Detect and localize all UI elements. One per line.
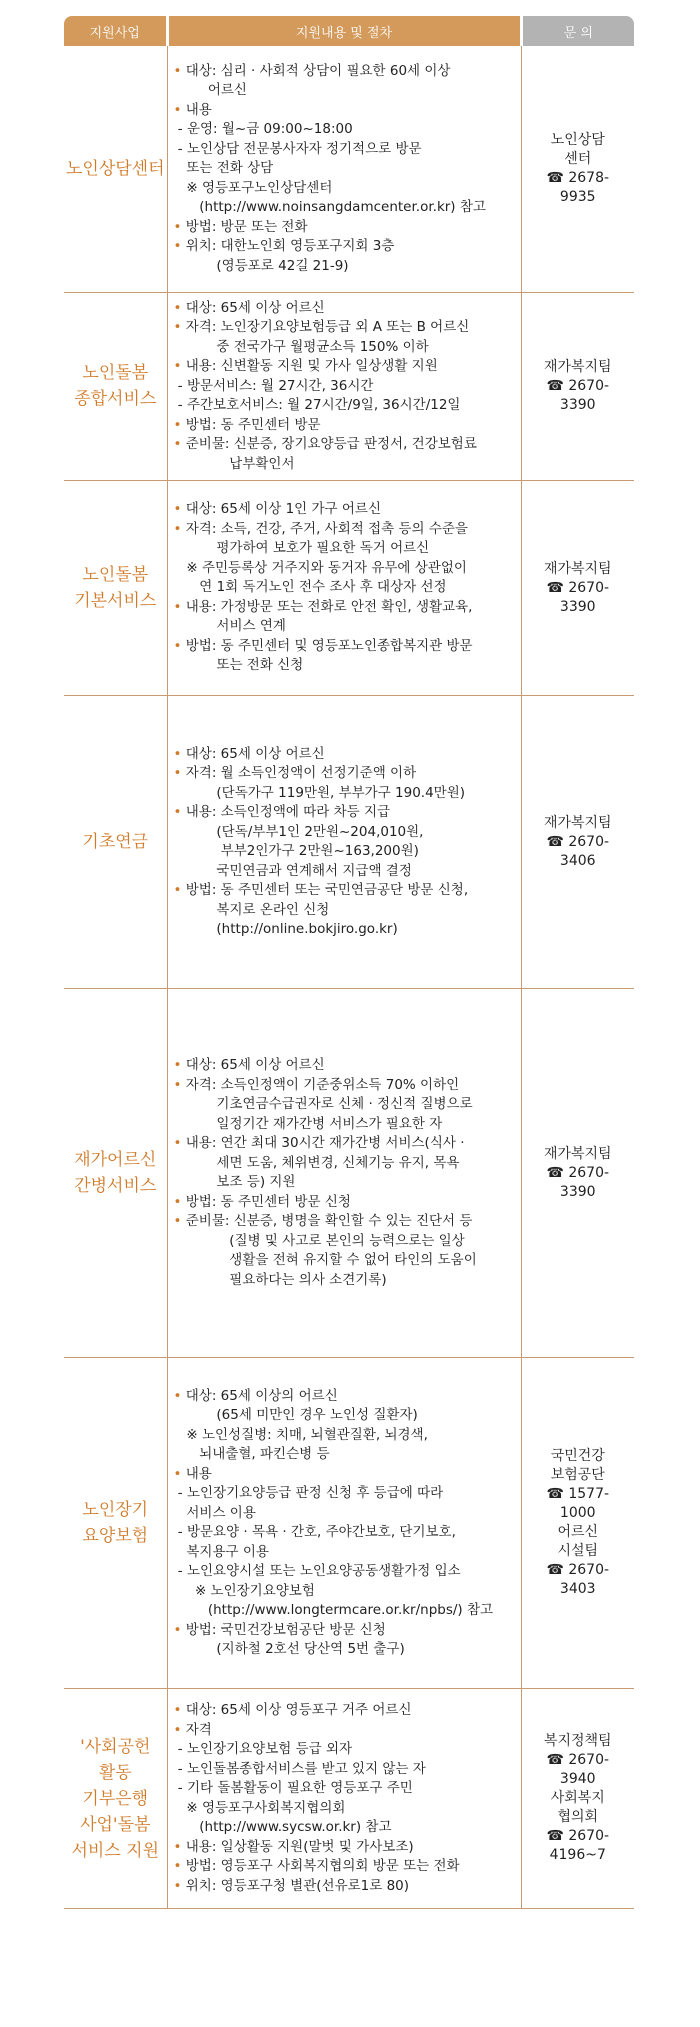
program-name xyxy=(64,46,167,292)
bullet-dot: • xyxy=(173,1465,182,1482)
program-name-line: 기부은행 xyxy=(82,1788,149,1809)
contact-line: 협의회 xyxy=(557,1809,599,1825)
bullet-dot: • xyxy=(173,1621,182,1638)
contact-line: ☎ 2670- xyxy=(546,1752,610,1768)
program-row xyxy=(64,1358,634,1689)
contact-line: 3940 xyxy=(559,1771,596,1787)
detail-line: 어르신 xyxy=(173,82,247,98)
detail-line: (http://www.longtermcare.or.kr/npbs/) 참고 xyxy=(173,1602,494,1618)
program-name-line: '사회공헌 xyxy=(80,1736,151,1757)
header-program: 지원사업 xyxy=(64,16,167,46)
contact-line: 1000 xyxy=(559,1505,596,1521)
detail-line: - 노인상담 전문봉사자자 정기적으로 방문 xyxy=(173,140,422,157)
detail-line: • 방법: 국민건강보험공단 방문 신청 xyxy=(173,1621,386,1638)
program-contact xyxy=(521,46,634,292)
detail-line: (질병 및 사고로 본인의 능력으로는 일상 xyxy=(173,1232,465,1249)
detail-line: • 내용 xyxy=(173,1465,212,1482)
program-name-line: 노인돌봄 xyxy=(82,565,149,585)
bullet-dot: • xyxy=(173,1076,182,1093)
detail-line: 평가하여 보호가 필요한 독거 어르신 xyxy=(173,540,430,557)
detail-line: (65세 미만인 경우 노인성 질환자) xyxy=(173,1407,418,1423)
detail-line: • 내용: 소득인정액에 따라 차등 지급 xyxy=(173,804,391,820)
contact-line: 사회복지 xyxy=(550,1790,605,1806)
detail-line: • 준비물: 신분증, 장기요양등급 판정서, 건강보험료 xyxy=(173,436,477,452)
detail-line: • 방법: 동 주민센터 또는 국민연금공단 방문 신청, xyxy=(173,882,469,898)
bullet-dot: • xyxy=(173,416,182,433)
program-name xyxy=(64,292,167,481)
program-name-line: 노인상담센터 xyxy=(65,158,165,179)
contact-line: 3390 xyxy=(559,598,596,615)
program-name-line: 사업'돌봄 xyxy=(80,1814,151,1835)
program-row xyxy=(64,292,634,481)
program-row xyxy=(64,46,634,292)
support-program-table xyxy=(64,16,634,1909)
detail-line: • 방법: 방문 또는 전화 xyxy=(173,218,308,235)
detail-line: - 노인장기요양보험 등급 외자 xyxy=(173,1741,353,1757)
program-name-line: 간병서비스 xyxy=(74,1176,157,1196)
contact-line: 시설팀 xyxy=(557,1543,599,1559)
detail-line: 중 전국가구 월평균소득 150% 이하 xyxy=(173,338,429,355)
bullet-dot: • xyxy=(173,804,182,820)
bullet-dot: • xyxy=(173,299,182,316)
bullet-dot: • xyxy=(173,358,182,374)
detail-line: 연 1회 독거노인 전수 조사 후 대상자 선정 xyxy=(173,579,447,596)
bullet-dot: • xyxy=(173,62,182,79)
contact-line: ☎ 2670- xyxy=(546,1562,610,1578)
program-contact xyxy=(521,1358,634,1689)
contact-line: 재가복지팀 xyxy=(543,814,612,831)
detail-line: - 노인장기요양등급 판정 신청 후 등급에 따라 xyxy=(173,1485,444,1501)
program-name-line: 활동 xyxy=(98,1762,132,1783)
program-details xyxy=(167,292,521,481)
program-contact xyxy=(521,989,634,1358)
bullet-dot: • xyxy=(173,1057,182,1073)
detail-line: • 내용: 신변활동 지원 및 가사 일상생활 지원 xyxy=(173,358,438,374)
program-details xyxy=(167,1689,521,1909)
detail-line: - 방문서비스: 월 27시간, 36시간 xyxy=(173,377,374,394)
detail-line: - 주간보호서비스: 월 27시간/9일, 36시간/12일 xyxy=(173,397,461,413)
contact-line: 어르신 xyxy=(557,1524,599,1540)
detail-line: - 방문요양 · 목욕 · 간호, 주야간보호, 단기보호, xyxy=(173,1524,456,1540)
contact-line: 3390 xyxy=(559,396,596,413)
detail-line: • 자격: 소득인정액이 기준중위소득 70% 이하인 xyxy=(173,1076,460,1093)
program-row xyxy=(64,481,634,696)
detail-line: ※ 주민등록상 거주지와 동거자 유무에 상관없이 xyxy=(173,559,467,576)
detail-line: • 대상: 65세 이상 어르신 xyxy=(173,1057,325,1073)
program-name-line: 서비스 지원 xyxy=(71,1840,159,1861)
detail-line: (http://www.sycsw.or.kr) 참고 xyxy=(173,1819,392,1835)
bullet-dot: • xyxy=(173,1387,182,1404)
bullet-dot: • xyxy=(173,1135,182,1151)
bullet-dot: • xyxy=(173,1858,182,1874)
detail-line: 뇌내출혈, 파킨슨병 등 xyxy=(173,1446,330,1462)
program-name-line: 종합서비스 xyxy=(74,389,157,410)
detail-line: - 운영: 월~금 09:00~18:00 xyxy=(173,121,353,137)
contact-line: ☎ 2670- xyxy=(546,833,610,850)
program-name xyxy=(64,989,167,1358)
detail-line: 복지로 온라인 신청 xyxy=(173,901,330,918)
bullet-dot: • xyxy=(173,765,182,781)
detail-line: • 자격: 월 소득인정액이 선정기준액 이하 xyxy=(173,765,417,781)
bullet-dot: • xyxy=(173,1213,182,1229)
detail-line: 필요하다는 의사 소견기록) xyxy=(173,1271,387,1288)
detail-line: 생활을 전혀 유지할 수 없어 타인의 도움이 xyxy=(173,1252,477,1268)
program-row xyxy=(64,696,634,989)
contact-line: ☎ 2670- xyxy=(546,1164,610,1181)
detail-line: • 대상: 65세 이상 어르신 xyxy=(173,745,325,762)
bullet-dot: • xyxy=(173,238,182,254)
contact-line: 국민건강 xyxy=(550,1448,605,1464)
program-name xyxy=(64,481,167,696)
detail-line: 일정기간 재가간병 서비스가 필요한 자 xyxy=(173,1115,443,1132)
program-name-line: 노인장기 xyxy=(82,1500,149,1520)
bullet-dot: • xyxy=(173,1877,182,1894)
program-name xyxy=(64,1358,167,1689)
detail-line: (지하철 2호선 당산역 5번 출구) xyxy=(173,1641,405,1657)
detail-line: • 위치: 영등포구청 별관(선유로1로 80) xyxy=(173,1877,410,1894)
detail-line: • 자격: 노인장기요양보험등급 외 A 또는 B 어르신 xyxy=(173,319,470,335)
program-details xyxy=(167,481,521,696)
contact-line: 3406 xyxy=(559,852,596,869)
bullet-dot: • xyxy=(173,598,182,615)
contact-line: 재가복지팀 xyxy=(543,560,612,577)
detail-line: (http://www.noinsangdamcenter.or.kr) 참고 xyxy=(173,199,486,215)
bullet-dot: • xyxy=(173,319,182,335)
bullet-dot: • xyxy=(173,1838,182,1855)
detail-line: ※ 노인장기요양보험 xyxy=(173,1582,315,1599)
detail-line: 납부확인서 xyxy=(173,455,295,472)
contact-line: 4196~7 xyxy=(549,1847,606,1863)
contact-line: 보험공단 xyxy=(550,1467,605,1483)
detail-line: • 방법: 영등포구 사회복지협의회 방문 또는 전화 xyxy=(173,1858,460,1874)
program-contact xyxy=(521,292,634,481)
detail-line: • 내용 xyxy=(173,101,212,118)
detail-line: • 내용: 연간 최대 30시간 재가간병 서비스(식사 · xyxy=(173,1135,465,1151)
detail-line: • 대상: 심리 · 사회적 상담이 필요한 60세 이상 xyxy=(173,62,451,79)
detail-line: ※ 노인성질병: 치매, 뇌혈관질환, 뇌경색, xyxy=(173,1426,428,1443)
bullet-dot: • xyxy=(173,745,182,762)
program-name-line: 노인돌봄 xyxy=(82,363,149,384)
contact-line: ☎ 2670- xyxy=(546,1828,610,1844)
program-row xyxy=(64,989,634,1358)
detail-line: • 방법: 동 주민센터 방문 신청 xyxy=(173,1193,351,1210)
detail-line: • 자격: 소득, 건강, 주거, 사회적 접촉 등의 수준을 xyxy=(173,520,468,537)
detail-line: 복지용구 이용 xyxy=(173,1543,269,1560)
contact-line: 센터 xyxy=(564,150,592,167)
bullet-dot: • xyxy=(173,882,182,898)
contact-line: 복지정책팀 xyxy=(543,1733,612,1749)
program-details xyxy=(167,46,521,292)
program-row xyxy=(64,1689,634,1909)
bullet-dot: • xyxy=(173,1721,182,1738)
program-details xyxy=(167,696,521,989)
detail-line: • 방법: 동 주민센터 및 영등포노인종합복지관 방문 xyxy=(173,637,473,654)
detail-line: ※ 영등포구노인상담센터 xyxy=(173,179,333,196)
detail-line: • 자격 xyxy=(173,1721,212,1738)
contact-line: ☎ 2678- xyxy=(546,169,610,186)
detail-line: 또는 전화 상담 xyxy=(173,160,274,176)
bullet-dot: • xyxy=(173,1702,182,1718)
detail-line: • 준비물: 신분증, 병명을 확인할 수 있는 진단서 등 xyxy=(173,1213,473,1229)
program-name xyxy=(64,696,167,989)
detail-line: ※ 영등포구사회복지협의회 xyxy=(173,1799,346,1816)
header-content: 지원내용 및 절차 xyxy=(167,16,521,46)
program-details xyxy=(167,989,521,1358)
program-name-line: 재가어르신 xyxy=(74,1150,157,1170)
program-name xyxy=(64,1689,167,1909)
contact-line: 노인상담 xyxy=(550,131,605,148)
program-contact xyxy=(521,481,634,696)
detail-line: - 노인요양시설 또는 노인요양공동생활가정 입소 xyxy=(173,1563,461,1579)
bullet-dot: • xyxy=(173,101,182,118)
detail-line: (단독/부부1인 2만원~204,010원, xyxy=(173,823,424,840)
contact-line: 재가복지팀 xyxy=(543,358,612,375)
header-contact: 문 의 xyxy=(521,16,634,46)
program-contact xyxy=(521,696,634,989)
program-name-line: 기본서비스 xyxy=(74,591,157,611)
detail-line: 서비스 연계 xyxy=(173,618,286,635)
detail-line: • 내용: 가정방문 또는 전화로 안전 확인, 생활교육, xyxy=(173,598,473,615)
detail-line: • 대상: 65세 이상 1인 가구 어르신 xyxy=(173,501,381,518)
detail-line: 기초연금수급권자로 신체 · 정신적 질병으로 xyxy=(173,1096,473,1112)
contact-line: 재가복지팀 xyxy=(543,1145,612,1162)
detail-line: • 대상: 65세 이상의 어르신 xyxy=(173,1387,338,1404)
program-details xyxy=(167,1358,521,1689)
detail-line: 또는 전화 신청 xyxy=(173,657,304,674)
detail-line: • 대상: 65세 이상 영등포구 거주 어르신 xyxy=(173,1702,412,1718)
detail-line: 부부2인가구 2만원~163,200원) xyxy=(173,843,419,859)
bullet-dot: • xyxy=(173,501,182,518)
detail-line: (단독가구 119만원, 부부가구 190.4만원) xyxy=(173,784,466,801)
contact-line: ☎ 1577- xyxy=(546,1486,610,1502)
detail-line: • 대상: 65세 이상 어르신 xyxy=(173,299,325,316)
program-name-line: 요양보험 xyxy=(82,1526,149,1546)
detail-line: 보조 등) 지원 xyxy=(173,1174,296,1190)
bullet-dot: • xyxy=(173,218,182,235)
contact-line: ☎ 2670- xyxy=(546,377,610,394)
detail-line: 서비스 이용 xyxy=(173,1504,256,1521)
detail-line: (영등포로 42길 21-9) xyxy=(173,257,349,274)
bullet-dot: • xyxy=(173,520,182,537)
detail-line: 국민연금과 연계해서 지급액 결정 xyxy=(173,862,412,879)
bullet-dot: • xyxy=(173,1193,182,1210)
contact-line: 3403 xyxy=(559,1581,596,1597)
detail-line: - 노인돌봄종합서비스를 받고 있지 않는 자 xyxy=(173,1760,426,1777)
contact-line: 9935 xyxy=(559,188,596,205)
contact-line: 3390 xyxy=(559,1183,596,1200)
detail-line: • 위치: 대한노인회 영등포구지회 3층 xyxy=(173,238,395,254)
bullet-dot: • xyxy=(173,436,182,452)
contact-line: ☎ 2670- xyxy=(546,579,610,596)
program-name-line: 기초연금 xyxy=(82,832,149,852)
detail-line: • 내용: 일상활동 지원(말벗 및 가사보조) xyxy=(173,1838,414,1855)
detail-line: - 기타 돌봄활동이 필요한 영등포구 주민 xyxy=(173,1780,413,1796)
detail-line: (http://online.bokjiro.go.kr) xyxy=(173,921,398,937)
bullet-dot: • xyxy=(173,637,182,654)
detail-line: 세면 도움, 체위변경, 신체기능 유지, 목욕 xyxy=(173,1154,460,1171)
program-contact xyxy=(521,1689,634,1909)
detail-line: • 방법: 동 주민센터 방문 xyxy=(173,416,321,433)
